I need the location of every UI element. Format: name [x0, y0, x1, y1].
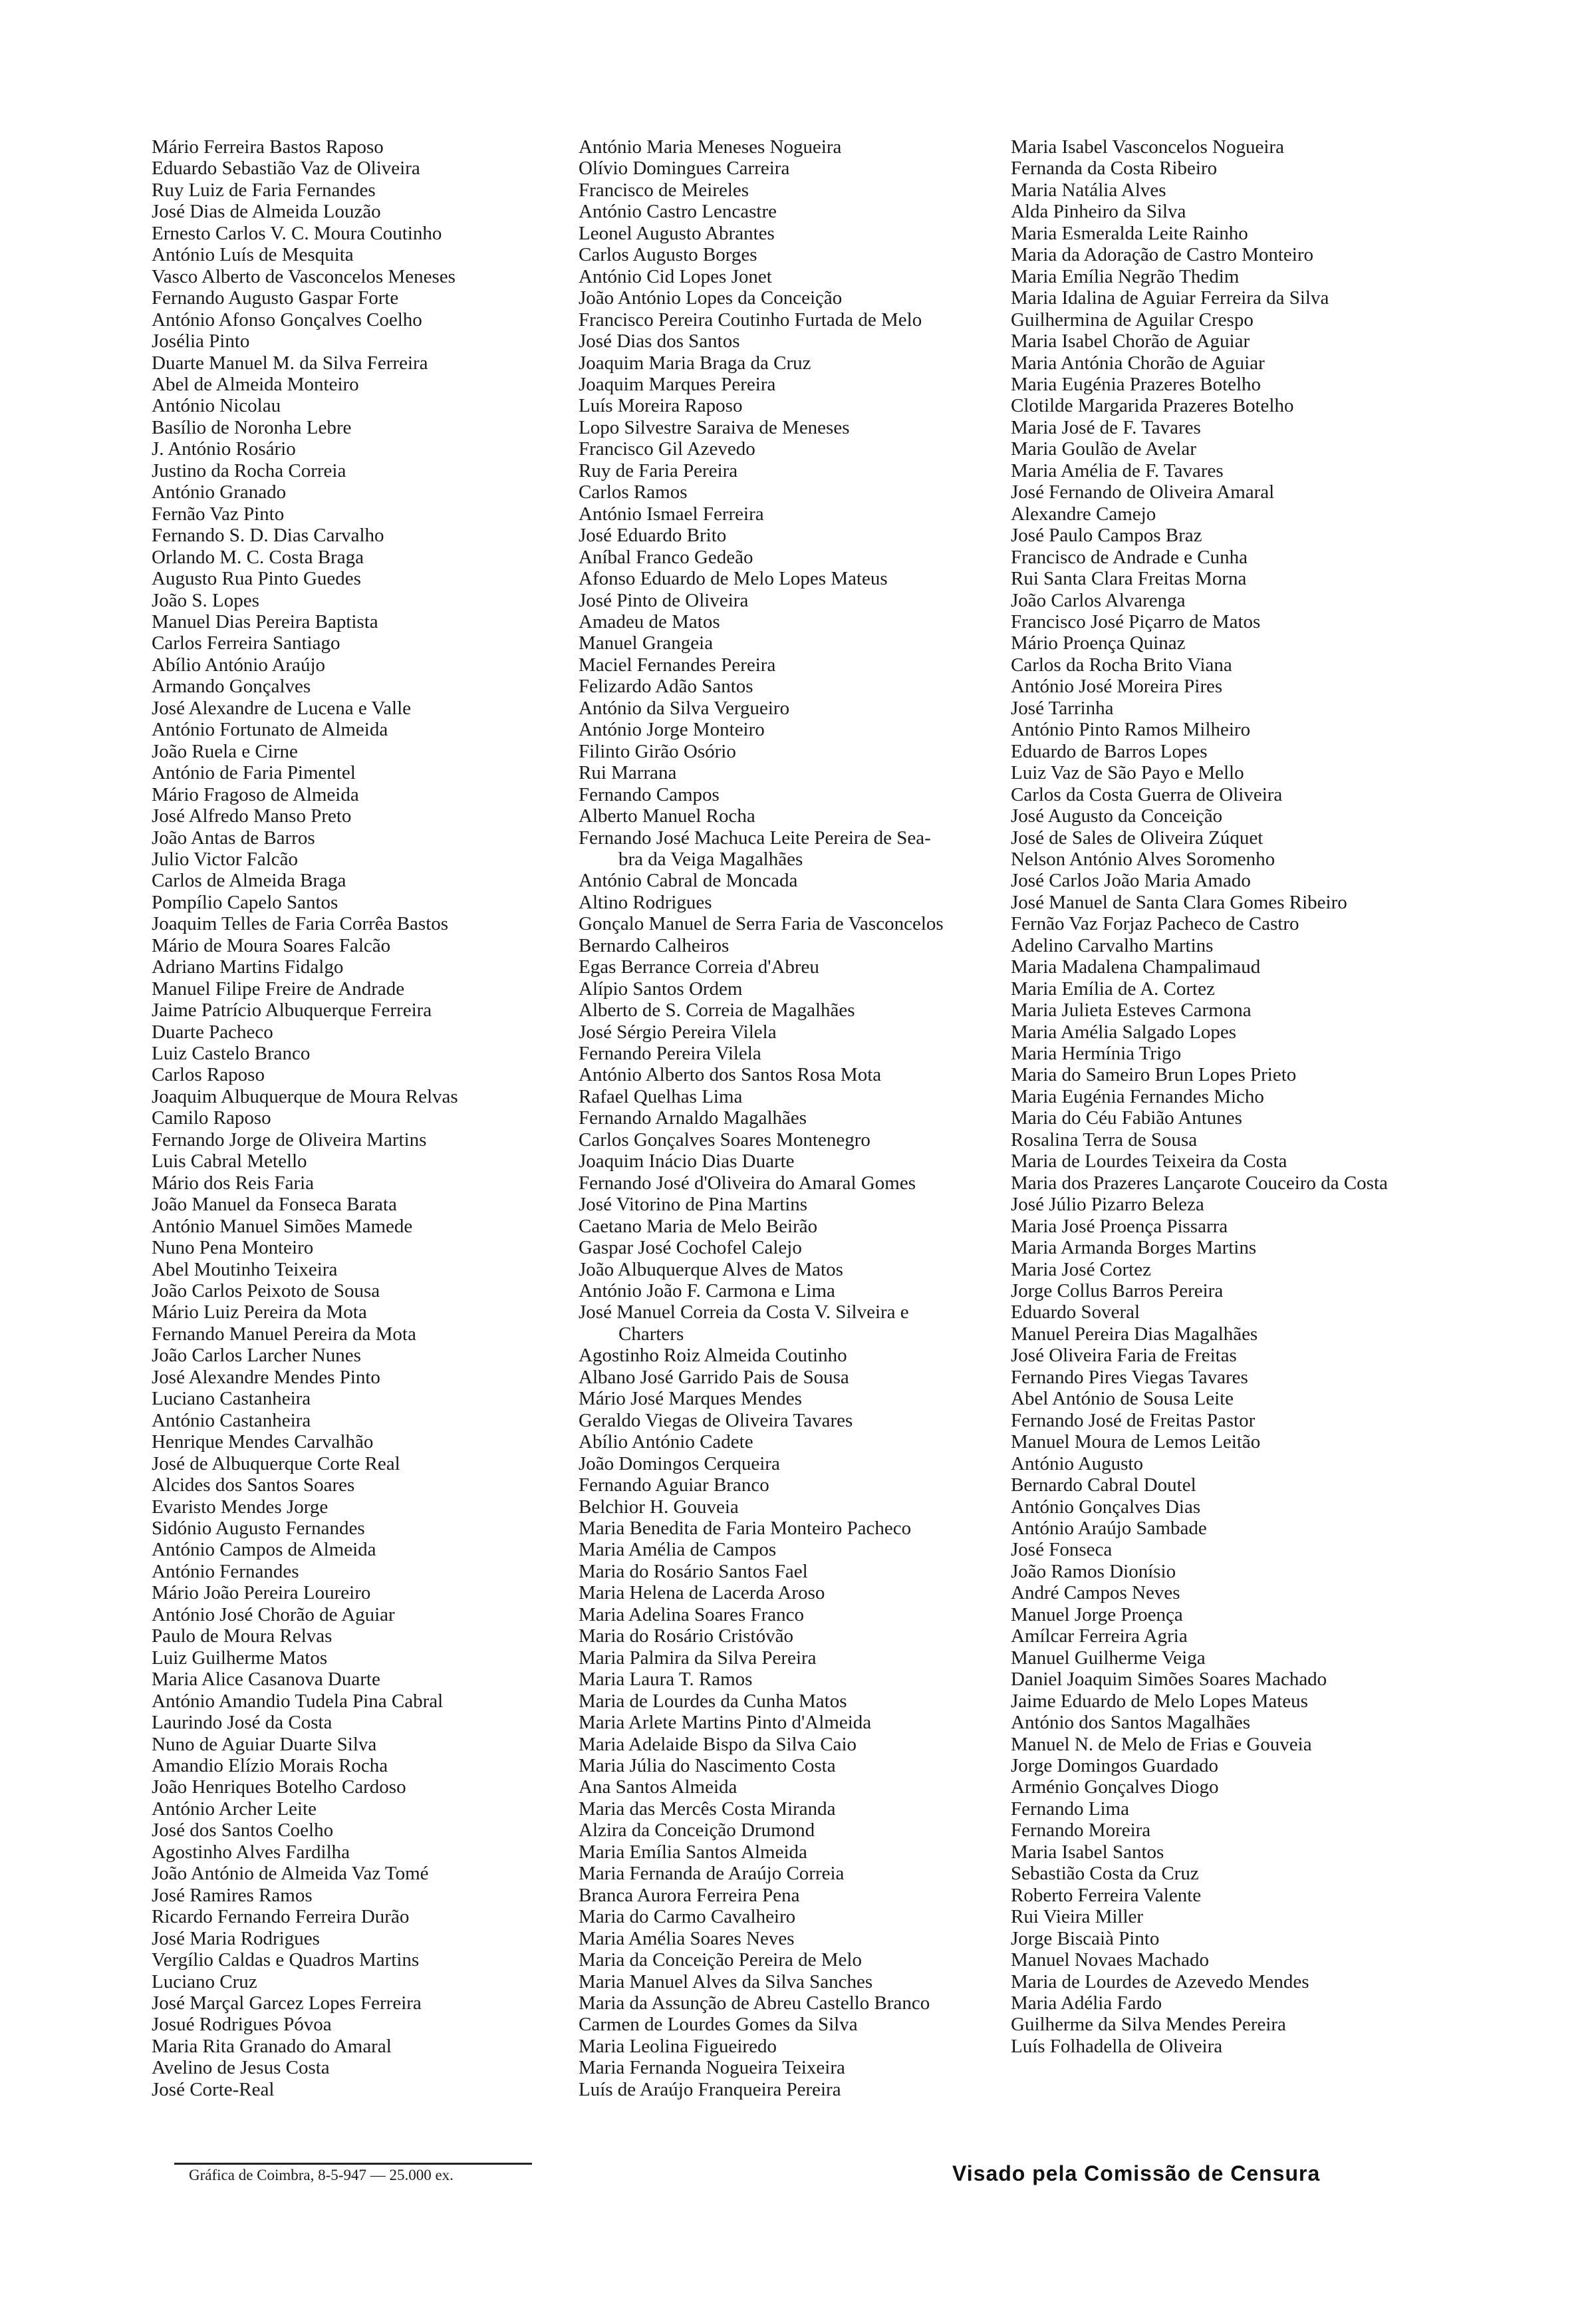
- list-item: Luis Cabral Metello: [152, 1151, 307, 1172]
- list-item: Guilherme da Silva Mendes Pereira: [1011, 2014, 1286, 2036]
- list-item: José dos Santos Coelho: [152, 1820, 334, 1842]
- list-item: Maria do Carmo Cavalheiro: [579, 1906, 796, 1928]
- list-item: Fernando José Machuca Leite Pereira de Sea-: [579, 827, 931, 849]
- list-item: Luís Moreira Raposo: [579, 395, 743, 417]
- list-item: Joaquim Albuquerque de Moura Relvas: [152, 1085, 458, 1107]
- list-item: António Amandio Tudela Pina Cabral: [152, 1690, 444, 1712]
- list-item: Maria Leolina Figueiredo: [579, 2035, 777, 2057]
- list-item: Luciano Castanheira: [152, 1388, 311, 1410]
- list-item: José Paulo Campos Braz: [1011, 525, 1202, 547]
- list-item: Fernando Moreira: [1011, 1820, 1151, 1842]
- list-item: Duarte Pacheco: [152, 1021, 273, 1043]
- list-item: José Dias dos Santos: [579, 331, 740, 352]
- list-item: Maria Isabel Vasconcelos Nogueira: [1011, 136, 1284, 158]
- list-item: José Pinto de Oliveira: [579, 589, 749, 611]
- list-item: Bernardo Cabral Doutel: [1011, 1474, 1196, 1496]
- list-item: Maria Eugénia Fernandes Micho: [1011, 1085, 1264, 1107]
- list-item: João Ramos Dionísio: [1011, 1560, 1176, 1582]
- list-item: Maria Fernanda Nogueira Teixeira: [579, 2057, 845, 2079]
- list-item: António Gonçalves Dias: [1011, 1496, 1201, 1518]
- list-item: Avelino de Jesus Costa: [152, 2057, 330, 2079]
- list-item: Maria Esmeralda Leite Rainho: [1011, 222, 1248, 244]
- list-item: José Marçal Garcez Lopes Ferreira: [152, 1992, 422, 2014]
- list-item: Abel António de Sousa Leite: [1011, 1388, 1234, 1410]
- list-item: Jorge Collus Barros Pereira: [1011, 1280, 1224, 1302]
- list-item: Fernando Manuel Pereira da Mota: [152, 1323, 416, 1345]
- name-column-3: [1011, 136, 1476, 2057]
- list-item: Amadeu de Matos: [579, 611, 720, 632]
- list-item: Camilo Raposo: [152, 1107, 271, 1129]
- name-column-1: [152, 136, 577, 2100]
- list-item: Maria do Rosário Santos Fael: [579, 1560, 808, 1582]
- list-item: Maria Armanda Borges Martins: [1011, 1237, 1257, 1259]
- list-item: Maria Natália Alves: [1011, 179, 1166, 201]
- list-item: José Augusto da Conceição: [1011, 805, 1223, 827]
- list-item: Maria Julieta Esteves Carmona: [1011, 1000, 1252, 1022]
- list-item: José de Albuquerque Corte Real: [152, 1452, 400, 1474]
- list-item: Gonçalo Manuel de Serra Faria de Vasconcelos: [579, 913, 944, 935]
- list-item: António Luís de Mesquita: [152, 244, 354, 266]
- list-item: João Albuquerque Alves de Matos: [579, 1258, 843, 1280]
- list-item: Guilhermina de Aguilar Crespo: [1011, 309, 1254, 331]
- list-item: Alípio Santos Ordem: [579, 978, 743, 1000]
- list-item: António Afonso Gonçalves Coelho: [152, 309, 422, 331]
- list-item: Fernando Jorge de Oliveira Martins: [152, 1129, 427, 1151]
- list-item: Filinto Girão Osório: [579, 740, 736, 762]
- list-item: João Henriques Botelho Cardoso: [152, 1776, 406, 1798]
- list-item: Maria Amélia de Campos: [579, 1539, 777, 1561]
- list-item: Alberto de S. Correia de Magalhães: [579, 1000, 855, 1022]
- list-item: António João F. Carmona e Lima: [579, 1280, 835, 1302]
- list-item: José Alexandre Mendes Pinto: [152, 1366, 380, 1388]
- list-item: Ernesto Carlos V. C. Moura Coutinho: [152, 222, 442, 244]
- list-item: Maria Emília de A. Cortez: [1011, 978, 1215, 1000]
- list-item: Rui Marrana: [579, 762, 677, 784]
- list-item: Altino Rodrigues: [579, 891, 712, 913]
- list-item: José Carlos João Maria Amado: [1011, 870, 1251, 892]
- list-item: Ruy de Faria Pereira: [579, 460, 738, 481]
- list-item: Julio Victor Falcão: [152, 848, 299, 870]
- list-item: Maria das Mercês Costa Miranda: [579, 1798, 836, 1820]
- list-item: Carlos da Rocha Brito Viana: [1011, 654, 1232, 676]
- list-item: Luís Folhadella de Oliveira: [1011, 2035, 1223, 2057]
- list-item: J. António Rosário: [152, 438, 296, 460]
- list-item: Mário José Marques Mendes: [579, 1388, 802, 1410]
- list-item: Fernão Vaz Forjaz Pacheco de Castro: [1011, 913, 1299, 935]
- list-item: António Campos de Almeida: [152, 1539, 376, 1561]
- list-item: Joaquim Telles de Faria Corrêa Bastos: [152, 913, 449, 935]
- list-item: António Manuel Simões Mamede: [152, 1215, 413, 1237]
- list-item: Manuel N. de Melo de Frias e Gouveia: [1011, 1733, 1312, 1755]
- list-item: Vasco Alberto de Vasconcelos Meneses: [152, 265, 456, 287]
- list-item: Maria Amélia Soares Neves: [579, 1927, 795, 1949]
- list-item: José Alfredo Manso Preto: [152, 805, 352, 827]
- list-item: Fernão Vaz Pinto: [152, 503, 285, 525]
- list-item: Caetano Maria de Melo Beirão: [579, 1215, 818, 1237]
- list-item: Joaquim Maria Braga da Cruz: [579, 352, 811, 374]
- list-item: Maria Júlia do Nascimento Costa: [579, 1754, 836, 1776]
- list-item: Fernando Augusto Gaspar Forte: [152, 287, 399, 309]
- list-item: José Júlio Pizarro Beleza: [1011, 1194, 1204, 1216]
- list-item: Clotilde Margarida Prazeres Botelho: [1011, 395, 1294, 417]
- list-item: Abílio António Araújo: [152, 654, 325, 676]
- list-item: Maria Adélia Fardo: [1011, 1992, 1162, 2014]
- list-item: Orlando M. C. Costa Braga: [152, 546, 364, 568]
- list-item: Armando Gonçalves: [152, 676, 311, 698]
- list-item: António de Faria Pimentel: [152, 762, 356, 784]
- list-item: Ricardo Fernando Ferreira Durão: [152, 1906, 410, 1928]
- list-item: Ana Santos Almeida: [579, 1776, 737, 1798]
- list-item: Maria do Céu Fabião Antunes: [1011, 1107, 1242, 1129]
- list-item: Fernando Pires Viegas Tavares: [1011, 1366, 1248, 1388]
- list-item: Maria Palmira da Silva Pereira: [579, 1647, 817, 1669]
- list-item: Manuel Grangeia: [579, 632, 714, 654]
- list-item: António da Silva Vergueiro: [579, 697, 790, 719]
- list-item: Carlos de Almeida Braga: [152, 870, 346, 892]
- list-item: Josélia Pinto: [152, 331, 250, 352]
- list-item: Mário de Moura Soares Falcão: [152, 934, 391, 956]
- list-item: Amandio Elízio Morais Rocha: [152, 1754, 388, 1776]
- list-item: Laurindo José da Costa: [152, 1712, 332, 1734]
- list-item: Manuel Novaes Machado: [1011, 1949, 1209, 1971]
- footer-rule: [174, 2163, 532, 2165]
- list-item: Alzira da Conceição Drumond: [579, 1820, 815, 1842]
- list-item: José Maria Rodrigues: [152, 1927, 320, 1949]
- list-item: Abel Moutinho Teixeira: [152, 1258, 338, 1280]
- list-item: Eduardo Soveral: [1011, 1301, 1140, 1323]
- list-item: Carlos Augusto Borges: [579, 244, 757, 266]
- list-item: José de Sales de Oliveira Zúquet: [1011, 827, 1264, 849]
- list-item: João Carlos Larcher Nunes: [152, 1345, 361, 1367]
- list-item: António Augusto: [1011, 1452, 1143, 1474]
- list-item: Amílcar Ferreira Agria: [1011, 1625, 1188, 1647]
- list-item: Alexandre Camejo: [1011, 503, 1156, 525]
- list-item: Francisco Pereira Coutinho Furtada de Melo: [579, 309, 922, 331]
- list-item: Albano José Garrido Pais de Sousa: [579, 1366, 849, 1388]
- list-item: Felizardo Adão Santos: [579, 676, 753, 698]
- list-item: Maria da Conceição Pereira de Melo: [579, 1949, 862, 1971]
- list-item: Joaquim Inácio Dias Duarte: [579, 1151, 795, 1172]
- list-item: Sebastião Costa da Cruz: [1011, 1863, 1199, 1885]
- list-item: Maria Manuel Alves da Silva Sanches: [579, 1971, 873, 1992]
- list-item: Manuel Dias Pereira Baptista: [152, 611, 378, 632]
- list-item: Alcides dos Santos Soares: [152, 1474, 355, 1496]
- list-item: Fernando Campos: [579, 783, 720, 805]
- list-item: Luciano Cruz: [152, 1971, 257, 1992]
- list-item: Eduardo Sebastião Vaz de Oliveira: [152, 158, 420, 180]
- list-item: Rosalina Terra de Sousa: [1011, 1129, 1198, 1151]
- list-item: Luís de Araújo Franqueira Pereira: [579, 2078, 841, 2100]
- list-item: Fernando Arnaldo Magalhães: [579, 1107, 807, 1129]
- list-item: José Sérgio Pereira Vilela: [579, 1021, 777, 1043]
- list-item: António Granado: [152, 481, 287, 503]
- list-item: Charters: [618, 1323, 684, 1345]
- list-item: João Manuel da Fonseca Barata: [152, 1194, 397, 1216]
- list-item: Geraldo Viegas de Oliveira Tavares: [579, 1409, 853, 1431]
- list-item: Maria dos Prazeres Lançarote Couceiro da Costa: [1011, 1172, 1388, 1194]
- list-item: Rui Santa Clara Freitas Morna: [1011, 568, 1247, 590]
- list-item: Maria Isabel Santos: [1011, 1841, 1164, 1863]
- list-item: Maria Emília Negrão Thedim: [1011, 265, 1240, 287]
- list-item: Carlos da Costa Guerra de Oliveira: [1011, 783, 1283, 805]
- list-item: Maria do Rosário Cristóvão: [579, 1625, 793, 1647]
- list-item: Basílio de Noronha Lebre: [152, 416, 352, 438]
- list-item: José Oliveira Faria de Freitas: [1011, 1345, 1237, 1367]
- list-item: Maria Laura T. Ramos: [579, 1669, 753, 1691]
- censorship-stamp: Visado pela Comissão de Censura: [952, 2161, 1321, 2185]
- list-item: Mário Fragoso de Almeida: [152, 783, 359, 805]
- list-item: Maria Adelaide Bispo da Silva Caio: [579, 1733, 857, 1755]
- list-item: Maria Hermínia Trigo: [1011, 1043, 1182, 1065]
- list-item: Carlos Ferreira Santiago: [152, 632, 340, 654]
- list-item: Maria do Sameiro Brun Lopes Prieto: [1011, 1064, 1297, 1086]
- list-item: Arménio Gonçalves Diogo: [1011, 1776, 1219, 1798]
- list-item: Francisco de Meireles: [579, 179, 749, 201]
- list-item: João Ruela e Cirne: [152, 740, 298, 762]
- list-item: Manuel Jorge Proença: [1011, 1603, 1183, 1625]
- list-item: Agostinho Alves Fardilha: [152, 1841, 350, 1863]
- list-item: Maria de Lourdes de Azevedo Mendes: [1011, 1971, 1309, 1992]
- list-item: Carmen de Lourdes Gomes da Silva: [579, 2014, 858, 2036]
- list-item: Justino da Rocha Correia: [152, 460, 346, 481]
- list-item: Manuel Filipe Freire de Andrade: [152, 978, 405, 1000]
- list-item: João António de Almeida Vaz Tomé: [152, 1863, 429, 1885]
- list-item: André Campos Neves: [1011, 1582, 1180, 1604]
- list-item: Maria Benedita de Faria Monteiro Pacheco: [579, 1518, 912, 1539]
- list-item: Francisco de Andrade e Cunha: [1011, 546, 1248, 568]
- list-item: Luiz Vaz de São Payo e Mello: [1011, 762, 1244, 784]
- list-item: António Araújo Sambade: [1011, 1518, 1207, 1539]
- list-item: Ruy Luiz de Faria Fernandes: [152, 179, 376, 201]
- list-item: Maria Amélia de F. Tavares: [1011, 460, 1224, 481]
- list-item: Maria José de F. Tavares: [1011, 416, 1201, 438]
- list-item: António Jorge Monteiro: [579, 719, 765, 741]
- list-item: Abel de Almeida Monteiro: [152, 373, 359, 395]
- list-item: José Manuel Correia da Costa V. Silveira e: [579, 1301, 909, 1323]
- list-item: Joaquim Marques Pereira: [579, 373, 776, 395]
- list-item: António José Moreira Pires: [1011, 676, 1223, 698]
- list-item: Rafael Quelhas Lima: [579, 1085, 743, 1107]
- name-column-2: [579, 136, 1004, 2100]
- list-item: José Tarrinha: [1011, 697, 1114, 719]
- list-item: Branca Aurora Ferreira Pena: [579, 1884, 800, 1906]
- list-item: Maria Adelina Soares Franco: [579, 1603, 805, 1625]
- list-item: Maria da Assunção de Abreu Castello Branco: [579, 1992, 930, 2014]
- list-item: Sidónio Augusto Fernandes: [152, 1518, 365, 1539]
- list-item: Evaristo Mendes Jorge: [152, 1496, 329, 1518]
- list-item: António Ismael Ferreira: [579, 503, 764, 525]
- list-item: Luiz Castelo Branco: [152, 1043, 311, 1065]
- list-item: Maria Antónia Chorão de Aguiar: [1011, 352, 1265, 374]
- list-item: Maria Amélia Salgado Lopes: [1011, 1021, 1237, 1043]
- list-item: Manuel Guilherme Veiga: [1011, 1647, 1206, 1669]
- list-item: Maria Madalena Champalimaud: [1011, 956, 1261, 978]
- list-item: João S. Lopes: [152, 589, 259, 611]
- list-item: Maria Idalina de Aguiar Ferreira da Silva: [1011, 287, 1329, 309]
- list-item: Maciel Fernandes Pereira: [579, 654, 776, 676]
- list-item: Adriano Martins Fidalgo: [152, 956, 344, 978]
- list-item: João Carlos Peixoto de Sousa: [152, 1280, 380, 1302]
- list-item: Fernando S. D. Dias Carvalho: [152, 525, 384, 547]
- list-item: António Castro Lencastre: [579, 201, 777, 223]
- list-item: Luiz Guilherme Matos: [152, 1647, 328, 1669]
- list-item: José Fonseca: [1011, 1539, 1113, 1561]
- list-item: Olívio Domingues Carreira: [579, 158, 790, 180]
- list-item: Fernando Lima: [1011, 1798, 1129, 1820]
- list-item: Francisco José Piçarro de Matos: [1011, 611, 1261, 632]
- list-item: Mário dos Reis Faria: [152, 1172, 315, 1194]
- list-item: Maria Rita Granado do Amaral: [152, 2035, 392, 2057]
- list-item: António Maria Meneses Nogueira: [579, 136, 842, 158]
- list-item: António José Chorão de Aguiar: [152, 1603, 395, 1625]
- list-item: Fernando José d'Oliveira do Amaral Gomes: [579, 1172, 916, 1194]
- list-item: bra da Veiga Magalhães: [618, 848, 803, 870]
- list-item: Josué Rodrigues Póvoa: [152, 2014, 332, 2036]
- list-item: António Archer Leite: [152, 1798, 317, 1820]
- list-item: José Vitorino de Pina Martins: [579, 1194, 808, 1216]
- list-item: Maria Goulão de Avelar: [1011, 438, 1196, 460]
- list-item: António Nicolau: [152, 395, 281, 417]
- list-item: Maria Fernanda de Araújo Correia: [579, 1863, 845, 1885]
- list-item: António Fernandes: [152, 1560, 299, 1582]
- list-item: Nelson António Alves Soromenho: [1011, 848, 1275, 870]
- list-item: Pompílio Capelo Santos: [152, 891, 338, 913]
- list-item: Jorge Biscaià Pinto: [1011, 1927, 1160, 1949]
- list-item: Afonso Eduardo de Melo Lopes Mateus: [579, 568, 888, 590]
- list-item: Belchior H. Gouveia: [579, 1496, 739, 1518]
- list-item: Maria Emília Santos Almeida: [579, 1841, 807, 1863]
- list-item: Agostinho Roiz Almeida Coutinho: [579, 1345, 847, 1367]
- list-item: Fernando José de Freitas Pastor: [1011, 1409, 1256, 1431]
- list-item: Gaspar José Cochofel Calejo: [579, 1237, 802, 1259]
- list-item: António Pinto Ramos Milheiro: [1011, 719, 1251, 741]
- list-item: Maria de Lourdes Teixeira da Costa: [1011, 1151, 1287, 1172]
- list-item: Maria Arlete Martins Pinto d'Almeida: [579, 1712, 872, 1734]
- list-item: António Fortunato de Almeida: [152, 719, 388, 741]
- list-item: João Carlos Alvarenga: [1011, 589, 1186, 611]
- list-item: José Dias de Almeida Louzão: [152, 201, 381, 223]
- list-item: Jaime Eduardo de Melo Lopes Mateus: [1011, 1690, 1308, 1712]
- list-item: Maria Isabel Chorão de Aguiar: [1011, 331, 1250, 352]
- list-item: Maria Eugénia Prazeres Botelho: [1011, 373, 1262, 395]
- list-item: Vergílio Caldas e Quadros Martins: [152, 1949, 420, 1971]
- list-item: Mário Luiz Pereira da Mota: [152, 1301, 367, 1323]
- list-item: Fernando Pereira Vilela: [579, 1043, 761, 1065]
- list-item: Maria José Cortez: [1011, 1258, 1151, 1280]
- list-item: Alberto Manuel Rocha: [579, 805, 755, 827]
- list-item: Augusto Rua Pinto Guedes: [152, 568, 361, 590]
- list-item: Aníbal Franco Gedeão: [579, 546, 753, 568]
- list-item: Maria José Proença Pissarra: [1011, 1215, 1228, 1237]
- list-item: José Manuel de Santa Clara Gomes Ribeiro: [1011, 891, 1347, 913]
- list-item: Manuel Pereira Dias Magalhães: [1011, 1323, 1258, 1345]
- list-item: José Alexandre de Lucena e Valle: [152, 697, 411, 719]
- list-item: João Domingos Cerqueira: [579, 1452, 780, 1474]
- list-item: José Fernando de Oliveira Amaral: [1011, 481, 1275, 503]
- list-item: Carlos Raposo: [152, 1064, 265, 1086]
- list-item: António dos Santos Magalhães: [1011, 1712, 1251, 1734]
- list-item: Carlos Gonçalves Soares Montenegro: [579, 1129, 870, 1151]
- list-item: Mário Ferreira Bastos Raposo: [152, 136, 384, 158]
- list-item: Egas Berrance Correia d'Abreu: [579, 956, 819, 978]
- list-item: José Ramires Ramos: [152, 1884, 313, 1906]
- printer-imprint: Gráfica de Coimbra, 8-5-947 — 25.000 ex.: [189, 2167, 454, 2183]
- list-item: Adelino Carvalho Martins: [1011, 934, 1214, 956]
- list-item: Alda Pinheiro da Silva: [1011, 201, 1186, 223]
- list-item: Jaime Patrício Albuquerque Ferreira: [152, 1000, 432, 1022]
- list-item: Roberto Ferreira Valente: [1011, 1884, 1202, 1906]
- list-item: António Cid Lopes Jonet: [579, 265, 772, 287]
- list-item: João Antas de Barros: [152, 827, 315, 849]
- list-item: João António Lopes da Conceição: [579, 287, 843, 309]
- list-item: Daniel Joaquim Simões Soares Machado: [1011, 1669, 1327, 1691]
- list-item: Leonel Augusto Abrantes: [579, 222, 775, 244]
- list-item: António Cabral de Moncada: [579, 870, 798, 892]
- list-item: Maria da Adoração de Castro Monteiro: [1011, 244, 1313, 266]
- list-item: Lopo Silvestre Saraiva de Meneses: [579, 416, 850, 438]
- list-item: Jorge Domingos Guardado: [1011, 1754, 1218, 1776]
- list-item: Nuno Pena Monteiro: [152, 1237, 314, 1259]
- list-item: Maria de Lourdes da Cunha Matos: [579, 1690, 847, 1712]
- list-item: Nuno de Aguiar Duarte Silva: [152, 1733, 377, 1755]
- list-item: António Alberto dos Santos Rosa Mota: [579, 1064, 882, 1086]
- list-item: Duarte Manuel M. da Silva Ferreira: [152, 352, 428, 374]
- list-item: Rui Vieira Miller: [1011, 1906, 1144, 1928]
- list-item: António Castanheira: [152, 1409, 311, 1431]
- list-item: José Eduardo Brito: [579, 525, 727, 547]
- list-item: Maria Alice Casanova Duarte: [152, 1669, 380, 1691]
- list-item: Eduardo de Barros Lopes: [1011, 740, 1208, 762]
- list-item: Fernanda da Costa Ribeiro: [1011, 158, 1218, 180]
- list-item: Henrique Mendes Carvalhão: [152, 1431, 374, 1453]
- list-item: Mário Proença Quinaz: [1011, 632, 1186, 654]
- list-item: Carlos Ramos: [579, 481, 688, 503]
- list-item: Manuel Moura de Lemos Leitão: [1011, 1431, 1261, 1453]
- list-item: Mário João Pereira Loureiro: [152, 1582, 371, 1604]
- list-item: José Corte-Real: [152, 2078, 275, 2100]
- list-item: Maria Helena de Lacerda Aroso: [579, 1582, 825, 1604]
- list-item: Paulo de Moura Relvas: [152, 1625, 332, 1647]
- list-item: Bernardo Calheiros: [579, 934, 730, 956]
- list-item: Fernando Aguiar Branco: [579, 1474, 769, 1496]
- list-item: Abílio António Cadete: [579, 1431, 753, 1453]
- list-item: Francisco Gil Azevedo: [579, 438, 755, 460]
